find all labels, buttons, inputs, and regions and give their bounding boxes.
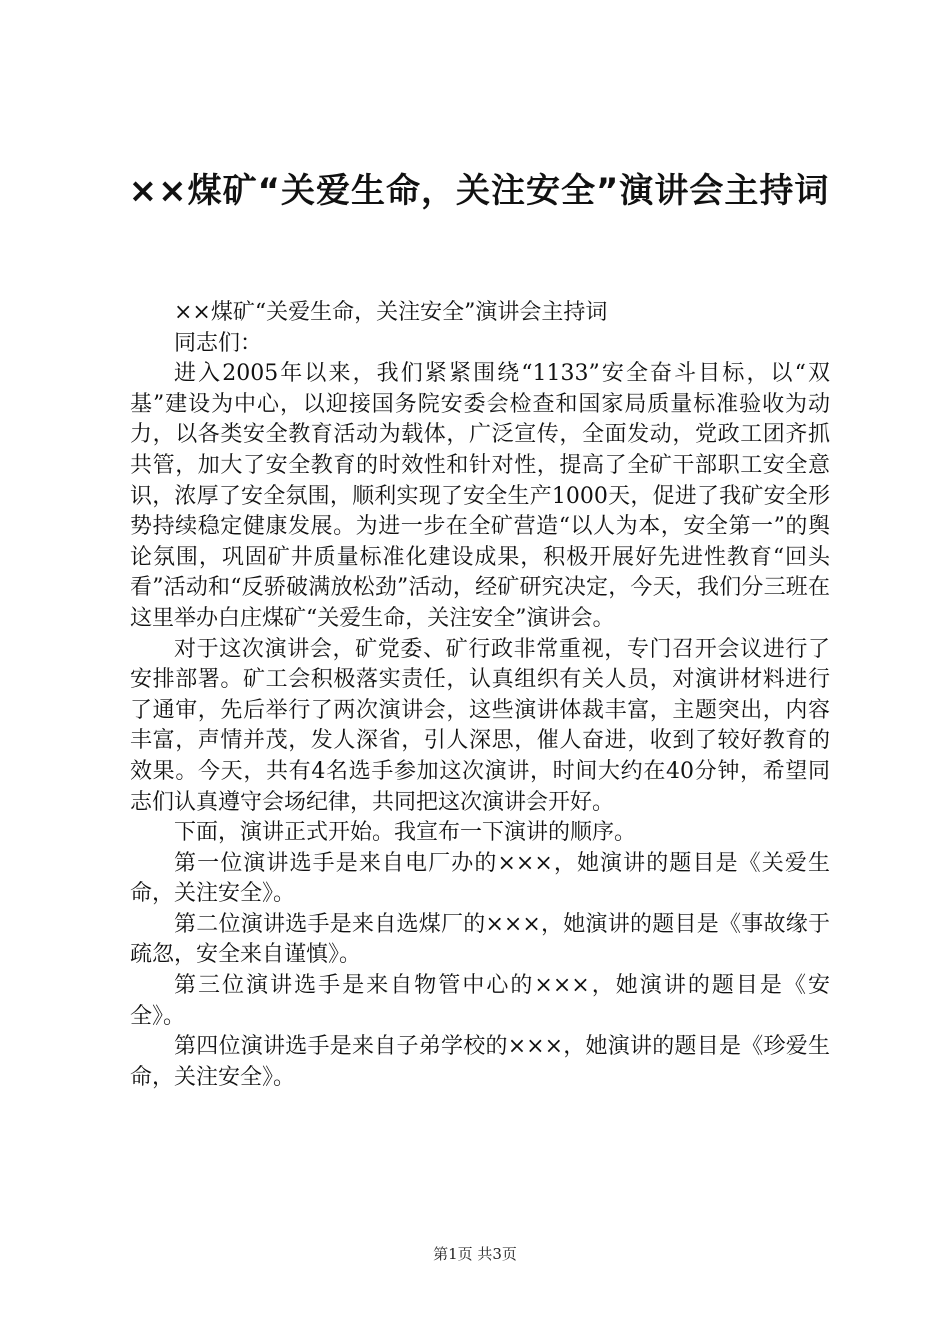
paragraph-intro: 进入2005年以来，我们紧紧围绕“1133”安全奋斗目标，以“双基”建设为中心，以迎接国务院安委会检查和国家局质量标准验收为动力，以各类安全教育活动为载体，广泛宣传，全面发动，党政工团齐抓共管，加大了安全教育的时效性和针对性，提高了全矿干部职工安全意识，浓厚了安全氛围，顺利实现了安全生产1000天，促进了我矿安全形势持续稳定健康发展。为进一步在全矿营造“以人为本，安全第一”的舆论氛围，巩固矿井质量标准化建设成果，积极开展好先进性教育“回头看”活动和“反骄破满放松劲”活动，经矿研究决定，今天，我们分三班在这里举办白庄煤矿“关爱生命，关注安全”演讲会。: [130, 361, 830, 631]
document-body: [130, 298, 830, 1093]
page-number-footer: 第1页 共3页: [433, 1245, 517, 1263]
paragraph-salutation: 同志们：: [174, 330, 263, 356]
document-title: ××煤矿“关爱生命，关注安全”演讲会主持词: [128, 171, 830, 211]
paragraph-heading-repeat: ××煤矿“关爱生命，关注安全”演讲会主持词: [174, 300, 608, 325]
paragraph-preparation: 对于这次演讲会，矿党委、矿行政非常重视，专门召开会议进行了安排部署。矿工会积极落实责任，认真组织有关人员，对演讲材料进行了通审，先后举行了两次演讲会，这些演讲体裁丰富，主题突出，内容丰富，声情并茂，发人深省，引人深思，催人奋进，收到了较好教育的效果。今天，共有4名选手参加这次演讲，时间大约在40分钟，希望同志们认真遵守会场纪律，共同把这次演讲会开好。: [130, 636, 830, 815]
paragraph-speaker-3: 第三位演讲选手是来自物管中心的×××，她演讲的题目是《安全》。: [130, 973, 830, 1029]
paragraph-speaker-1: 第一位演讲选手是来自电厂办的×××，她演讲的题目是《关爱生命，关注安全》。: [130, 850, 830, 907]
paragraph-speaker-4: 第四位演讲选手是来自子弟学校的×××，她演讲的题目是《珍爱生命，关注安全》。: [130, 1034, 830, 1090]
paragraph-speaker-2: 第二位演讲选手是来自选煤厂的×××，她演讲的题目是《事故缘于疏忽，安全来自谨慎》。: [130, 911, 830, 968]
paragraph-order: 下面，演讲正式开始。我宣布一下演讲的顺序。: [174, 820, 637, 846]
